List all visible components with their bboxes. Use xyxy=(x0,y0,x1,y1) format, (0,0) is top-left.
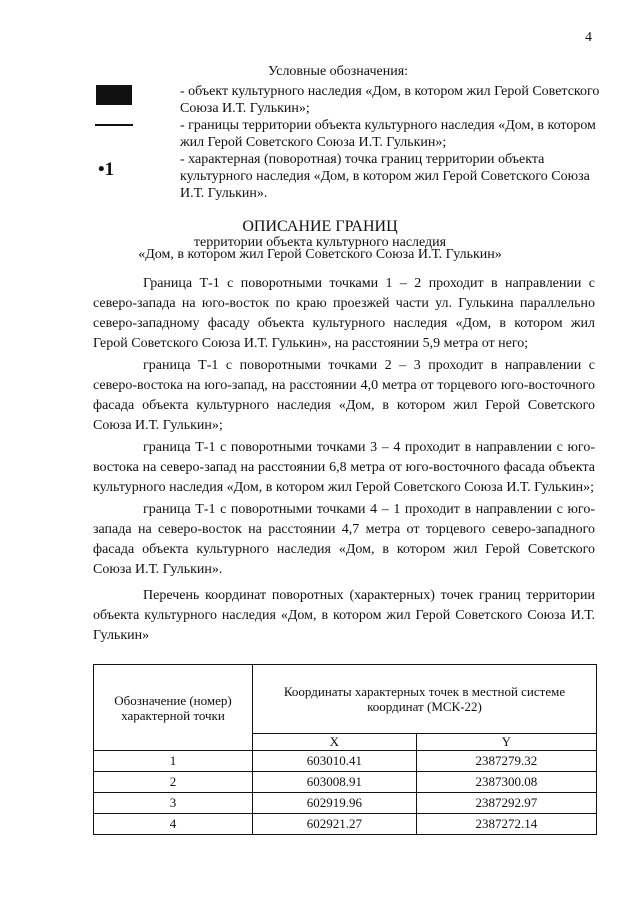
x-cell: 602919.96 xyxy=(253,793,417,814)
black-rectangle-icon xyxy=(96,85,132,105)
table-row xyxy=(94,793,597,814)
boundary-description xyxy=(93,274,595,648)
point-cell: 1 xyxy=(94,751,253,772)
paragraph: Граница Т-1 с поворотными точками 1 – 2 проходит в направлении с северо-запада на юго-восток по краю проезжей части ул. Гулькина параллельно северо-западному фасаду объекта культурного наследия «Дом, в котором жил Герой Советского Союза И.Т. Гулькин», на расстоянии 5,9 метра от него; xyxy=(93,276,595,351)
y-cell: 2387300.08 xyxy=(416,772,596,793)
x-cell: 603008.91 xyxy=(253,772,417,793)
turning-point-icon: •1 xyxy=(98,159,115,180)
paragraph: Перечень координат поворотных (характерных) точек границ территории объекта культурного наследия «Дом, в котором жил Герой Советского Союза И.Т. Гулькин» xyxy=(93,588,595,643)
table-row xyxy=(94,751,597,772)
coordinates-table xyxy=(93,664,597,835)
y-header: Y xyxy=(416,734,596,751)
y-cell: 2387279.32 xyxy=(416,751,596,772)
point-number-header: Обозначение (номер) характерной точки xyxy=(94,665,253,751)
x-cell: 603010.41 xyxy=(253,751,417,772)
paragraph: граница Т-1 с поворотными точками 4 – 1 проходит в направлении с юго-запада на северо-восток на расстоянии 4,7 метра от торцевого северо-западного фасада объекта культурного наследия «Дом, в котором жил Герой Советского Союза И.Т. Гулькин». xyxy=(93,502,595,577)
legend-item-object: - объект культурного наследия «Дом, в котором жил Герой Советского Союза И.Т. Гулькин»; xyxy=(180,84,600,116)
point-cell: 4 xyxy=(94,814,253,835)
x-header: X xyxy=(253,734,417,751)
boundary-line-icon xyxy=(95,124,133,126)
page-number: 4 xyxy=(585,30,592,45)
legend-item-boundary: - границы территории объекта культурного наследия «Дом, в котором жил Герой Советского Союза И.Т. Гулькин»; xyxy=(180,118,596,150)
table-row xyxy=(94,772,597,793)
paragraph: граница Т-1 с поворотными точками 3 – 4 проходит в направлении с юго-востока на северо-запад на расстоянии 6,8 метра от юго-восточного фасада объекта культурного наследия «Дом, в котором жил Герой Советского Союза И.Т. Гулькин»; xyxy=(93,440,595,495)
paragraph: граница Т-1 с поворотными точками 2 – 3 проходит в направлении с северо-востока на юго-запад, на расстоянии 4,0 метра от торцевого юго-восточного фасада объекта культурного наследия «Дом, в котором жил Герой Советского Союза И.Т. Гулькин»; xyxy=(93,358,595,433)
table-row xyxy=(94,814,597,835)
point-cell: 3 xyxy=(94,793,253,814)
x-cell: 602921.27 xyxy=(253,814,417,835)
coordinates-header: Координаты характерных точек в местной системе координат (МСК-22) xyxy=(253,665,597,734)
legend-title: Условные обозначения: xyxy=(268,64,409,79)
point-cell: 2 xyxy=(94,772,253,793)
section-title: ОПИСАНИЕ ГРАНИЦ xyxy=(242,218,398,235)
section-subtitle-2: «Дом, в котором жил Герой Советского Союза И.Т. Гулькин» xyxy=(138,247,502,262)
y-cell: 2387272.14 xyxy=(416,814,596,835)
legend-item-point: - характерная (поворотная) точка границ территории объекта культурного наследия «Дом, в котором жил Герой Советского Союза И.Т. Гулькин». xyxy=(180,152,590,201)
y-cell: 2387292.97 xyxy=(416,793,596,814)
section-subtitle-1: территории объекта культурного наследия xyxy=(193,235,447,250)
